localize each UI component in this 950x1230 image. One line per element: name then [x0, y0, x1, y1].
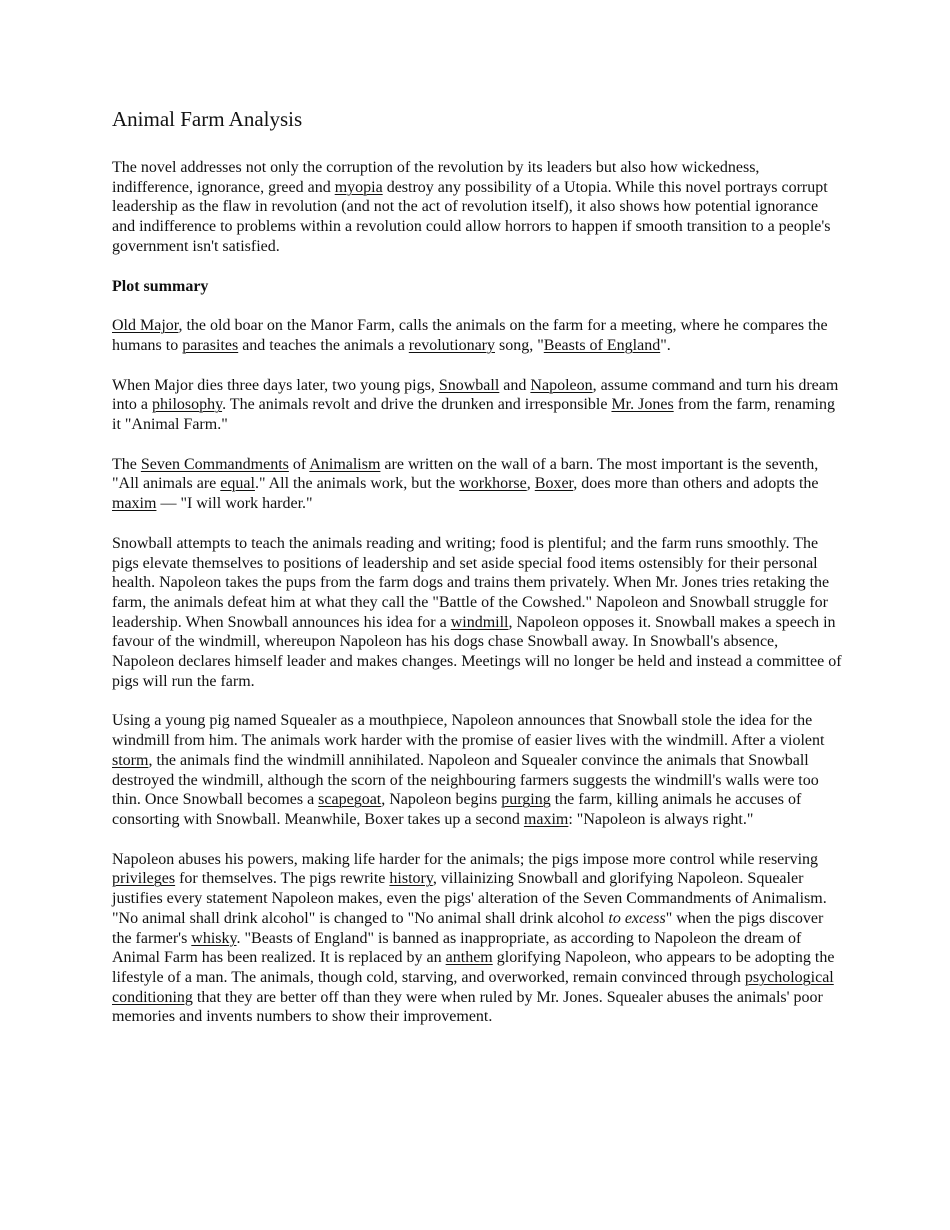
text-span: The — [112, 455, 141, 473]
text-span: — "I will work harder." — [156, 495, 313, 513]
link-psychological-conditioning[interactable]: psychological conditioning — [112, 968, 834, 1006]
link-storm[interactable]: storm — [112, 751, 149, 769]
text-span: song, " — [495, 336, 544, 354]
text-span: , villainizing Snowball and glorifying Napoleon. Squealer justifies every statement Napoleon makes, even the pigs' alteration of the Seven Commandments of Animalism. "No animal shall drink alcohol" is changed to "No animal shall drink alcohol — [112, 870, 827, 927]
text-span: ". — [660, 336, 671, 354]
plot-paragraph-6 — [112, 850, 842, 1027]
link-myopia[interactable]: myopia — [334, 178, 383, 196]
text-span: destroy any possibility of a Utopia. While this novel portrays corrupt leadership as the flaw in revolution (and not the act of revolution itself), it also shows how potential ignorance and indifference to problems within a revolution could allow horrors to happen if smooth transition to a people's government isn't satisfied. — [112, 178, 831, 255]
link-seven-commandments[interactable]: Seven Commandments — [140, 455, 289, 473]
link-scapegoat[interactable]: scapegoat — [318, 791, 382, 809]
text-span: from the farm, renaming it "Animal Farm." — [112, 396, 835, 434]
link-old-major[interactable]: Old Major — [112, 317, 179, 335]
text-span: and teaches the animals a — [238, 336, 409, 354]
link-parasites[interactable]: parasites — [182, 336, 239, 354]
text-span: Snowball attempts to teach the animals reading and writing; food is plentiful; and the farm runs smoothly. The pigs elevate themselves to positions of leadership and set aside special food items ostensibly for their personal health. Napoleon takes the pups from the farm dogs and trains them privately. When Mr. Jones tries retaking the farm, the animals defeat him at what they call the "Battle of the Cowshed." Napoleon and Snowball struggle for leadership. When Snowball announces his idea for a — [112, 534, 830, 631]
link-beasts-of-england[interactable]: Beasts of England — [543, 336, 661, 354]
text-span: , the old boar on the Manor Farm, calls the animals on the farm for a meeting, where he compares the humans to — [112, 317, 828, 354]
text-span: : "Napoleon is always right." — [568, 810, 754, 828]
link-windmill[interactable]: windmill — [450, 613, 509, 631]
text-span: The novel addresses not only the corruption of the revolution by its leaders but also how wickedness, indifference, ignorance, greed and — [112, 159, 760, 196]
link-maxim-2[interactable]: maxim — [523, 810, 569, 828]
link-history[interactable]: history — [389, 870, 433, 888]
text-span: , Napoleon opposes it. Snowball makes a speech in favour of the windmill, whereupon Napoleon has his dogs chase Snowball away. In Snowball's absence, Napoleon declares himself leader and makes changes. Meetings will no longer be held and instead a committee of pigs will run the farm. — [112, 613, 842, 690]
text-span: Using a young pig named Squealer as a mouthpiece, Napoleon announces that Snowball stole the idea for the windmill from him. The animals work harder with the promise of easier lives with the windmill. After a violent — [112, 712, 825, 750]
text-span: of — [288, 455, 310, 473]
plot-paragraph-2 — [112, 376, 842, 435]
link-privileges[interactable]: privileges — [112, 870, 176, 888]
text-span: that they are better off than they were when ruled by Mr. Jones. Squealer abuses the animals' poor memories and invents numbers to show their improvement. — [112, 988, 823, 1026]
link-maxim[interactable]: maxim — [112, 495, 157, 513]
plot-summary-heading: Plot summary — [112, 277, 209, 295]
text-span: , does more than others and adopts the — [573, 475, 819, 493]
text-span: . "Beasts of England" is banned as inappropriate, as according to Napoleon the dream of Animal Farm has been realized. It is replaced by an — [112, 929, 802, 967]
plot-paragraph-5 — [112, 711, 842, 829]
intro-paragraph — [112, 158, 842, 257]
link-snowball[interactable]: Snowball — [438, 376, 500, 394]
link-napoleon[interactable]: Napoleon — [530, 376, 593, 394]
link-purging[interactable]: purging — [501, 791, 551, 809]
link-mr-jones[interactable]: Mr. Jones — [611, 396, 674, 414]
text-span: glorifying Napoleon, who appears to be adopting the lifestyle of a man. The animals, though cold, starving, and overworked, remain convinced through — [112, 949, 835, 986]
link-revolutionary[interactable]: revolutionary — [408, 336, 495, 354]
text-span: . The animals revolt and drive the drunken and irresponsible — [222, 396, 612, 414]
link-whisky[interactable]: whisky — [191, 929, 237, 947]
text-span: " when the pigs discover the farmer's — [112, 909, 824, 947]
text-span: and — [499, 376, 531, 394]
link-workhorse[interactable]: workhorse — [459, 475, 527, 493]
text-span: for themselves. The pigs rewrite — [175, 870, 390, 888]
link-philosophy[interactable]: philosophy — [152, 396, 223, 414]
plot-paragraph-1 — [112, 316, 842, 355]
link-anthem[interactable]: anthem — [445, 949, 493, 967]
emphasis-to-excess: to excess — [608, 909, 666, 927]
text-span: are written on the wall of a barn. The most important is the seventh, "All animals are — [112, 455, 819, 493]
text-span: When Major dies three days later, two young pigs, — [112, 376, 439, 394]
document-title: Animal Farm Analysis — [112, 107, 303, 131]
text-span: ." All the animals work, but the — [254, 475, 460, 493]
link-equal[interactable]: equal — [220, 475, 255, 493]
text-span: the farm, killing animals he accuses of consorting with Snowball. Meanwhile, Boxer takes up a second — [112, 791, 802, 828]
document-page — [112, 104, 842, 1047]
link-boxer[interactable]: Boxer — [534, 475, 574, 493]
link-animalism[interactable]: Animalism — [309, 455, 381, 473]
text-span: , assume command and turn his dream into a — [112, 376, 839, 414]
text-span: , Napoleon begins — [381, 791, 502, 809]
text-span: , — [526, 475, 535, 493]
text-span: Napoleon abuses his powers, making life harder for the animals; the pigs impose more control while reserving — [112, 850, 819, 868]
plot-paragraph-4 — [112, 534, 842, 692]
plot-paragraph-3 — [112, 455, 842, 514]
text-span: , the animals find the windmill annihilated. Napoleon and Squealer convince the animals that Snowball destroyed the windmill, although the scorn of the neighbouring farmers suggests the windmill's walls were too thin. Once Snowball becomes a — [112, 751, 819, 809]
